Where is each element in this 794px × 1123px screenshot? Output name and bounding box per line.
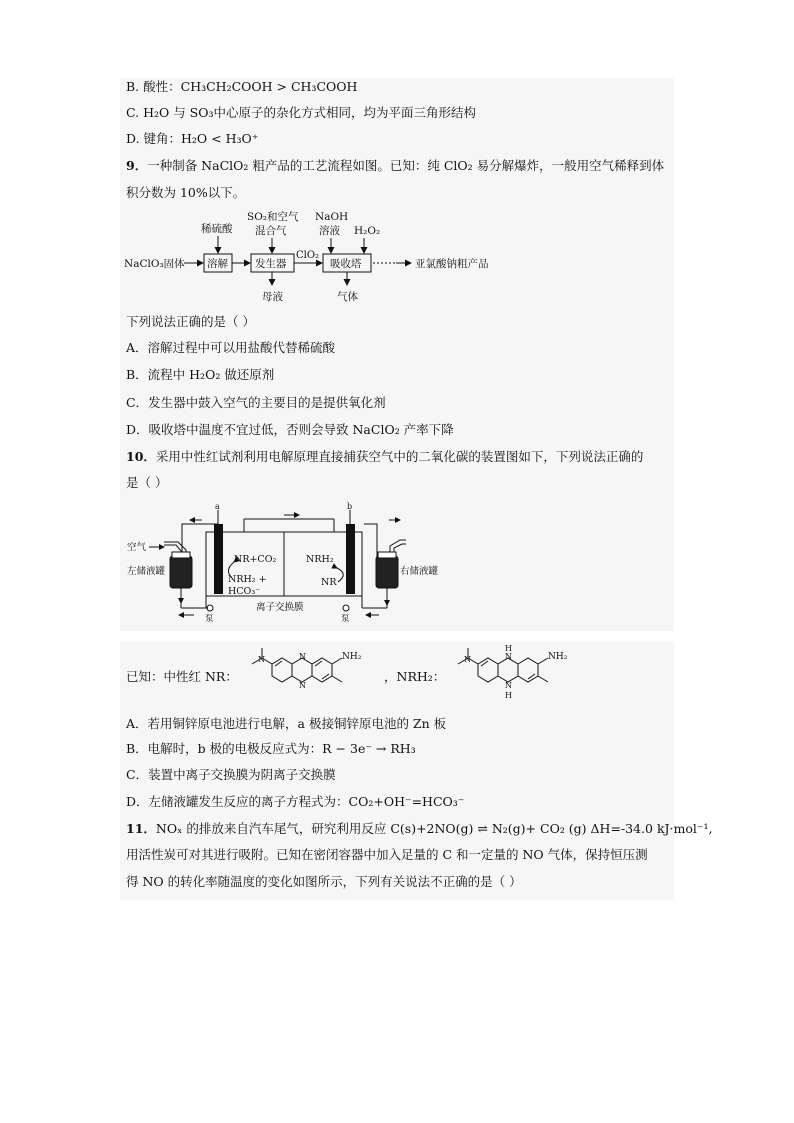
left-bot-species: HCO₃⁻ [228, 586, 261, 597]
right-pump [343, 605, 349, 611]
left-pump-label: 泵 [205, 614, 214, 624]
q9-stem-text-1: 一种制备 NaClO₂ 粗产品的工艺流程如图。已知：纯 ClO₂ 易分解爆炸，一般用空气稀释到体 [147, 158, 665, 173]
nrh2-n-top: N [505, 652, 512, 661]
electrode-a-label: a [215, 502, 220, 511]
flow-top-naoh-1: NaOH [315, 211, 349, 223]
nr-n-top: N [299, 652, 306, 661]
q9-stem-line2: 积分数为 10%以下。 [126, 185, 246, 200]
q9-stem-line1 [126, 157, 664, 175]
nr-n-bottom: N [299, 681, 306, 690]
electrode-b [346, 524, 355, 594]
flow-output-label: 亚氯酸钠粗产品 [415, 258, 489, 270]
q9-option-b: B．流程中 H₂O₂ 做还原剂 [126, 367, 275, 382]
left-top-species: NR+CO₂ [234, 554, 277, 565]
q11-stem-text-1: NOₓ 的排放来自汽车尾气，研究利用反应 C(s)+2NO(g) ⇌ N₂(g)+ CO₂ (g) ΔH=-34.0 kJ·mol⁻¹, [155, 821, 713, 836]
flow-top-sulfuric: 稀硫酸 [201, 223, 233, 235]
q11-stem-line1 [126, 820, 712, 838]
nrh2-n-bottom: N [505, 681, 512, 690]
q10-number: 10． [126, 449, 156, 464]
q10-option-a: A．若用铜锌原电池进行电解，a 极接铜锌原电池的 Zn 板 [126, 716, 447, 731]
q8-option-b: B. 酸性：CH₃CH₂COOH > CH₃COOH [126, 79, 358, 94]
neutral-red-structure [240, 642, 380, 700]
flow-bottom-gas: 气体 [337, 291, 358, 303]
flow-top-h2o2: H₂O₂ [354, 225, 381, 237]
q11-stem-line2: 用活性炭可对其进行吸附。已知在密闭容器中加入足量的 C 和一定量的 NO 气体，保持恒压测 [126, 847, 648, 862]
right-tank-label: 右储液罐 [400, 566, 439, 577]
q8-option-d: D. 键角：H₂O < H₃O⁺ [126, 131, 259, 146]
flow-box-generator-label: 发生器 [255, 258, 287, 270]
q10-stem-text-1: 采用中性红试剂利用电解原理直接捕获空气中的二氧化碳的装置图如下，下列说法正确的 [155, 449, 644, 464]
q11-number: 11． [126, 821, 156, 836]
q10-stem-line1 [126, 448, 643, 466]
nr-n-amine: N [258, 655, 265, 664]
flow-bottom-mother-liquor: 母液 [262, 291, 283, 303]
flow-top-so2-2: 混合气 [255, 225, 287, 237]
nrh2-h-top: H [505, 644, 512, 653]
q10-stem-line2: 是（ ） [126, 475, 168, 490]
right-pump-label: 泵 [341, 614, 350, 624]
q9-option-c: C．发生器中鼓入空气的主要目的是提供氧化剂 [126, 395, 386, 410]
left-tank-label: 左储液罐 [127, 566, 166, 577]
flow-input-label: NaClO₃固体 [124, 258, 185, 270]
nrh2-nh2: NH₂ [548, 652, 568, 662]
electrode-b-label: b [347, 502, 353, 511]
flow-box-absorber-label: 吸收塔 [330, 258, 362, 270]
q10-known-sep: ，NRH₂： [384, 669, 446, 684]
left-mid-species: NRH₂ + [228, 574, 267, 585]
nr-nh2: NH₂ [342, 652, 362, 662]
membrane-label: 离子交换膜 [256, 602, 304, 613]
flow-clo2-label: ClO₂ [296, 250, 320, 261]
left-tank [170, 556, 192, 588]
right-bot-species: NR [321, 577, 337, 588]
q9-option-d: D．吸收塔中温度不宜过低，否则会导致 NaClO₂ 产率下降 [126, 422, 454, 437]
flow-top-naoh-2: 溶液 [319, 225, 340, 237]
q10-option-d: D．左储液罐发生反应的离子方程式为：CO₂+OH⁻=HCO₃⁻ [126, 794, 465, 809]
q10-option-c: C．装置中离子交换膜为阴离子交换膜 [126, 767, 336, 782]
right-top-species: NRH₂ [306, 554, 334, 565]
q9-number: 9． [126, 158, 148, 173]
q9-flow-diagram [124, 208, 524, 308]
air-label: 空气 [127, 542, 147, 553]
q9-question: 下列说法正确的是（ ） [126, 314, 255, 329]
q11-stem-line3: 得 NO 的转化率随温度的变化如图所示，下列有关说法不正确的是（ ） [126, 874, 522, 889]
flow-box-dissolve-label: 溶解 [207, 258, 228, 270]
q8-option-c: C. H₂O 与 SO₃中心原子的杂化方式相同，均为平面三角形结构 [126, 105, 476, 120]
q10-option-b: B．电解时，b 极的电极反应式为：R − 3e⁻ → RH₃ [126, 741, 416, 756]
right-tank [376, 556, 398, 588]
q10-known-prefix: 已知：中性红 NR： [126, 669, 238, 684]
flow-top-so2-1: SO₂和空气 [247, 211, 299, 223]
electrode-a [214, 524, 223, 594]
nrh2-structure [446, 642, 596, 704]
nrh2-n-amine: N [464, 655, 471, 664]
q9-option-a: A．溶解过程中可以用盐酸代替稀硫酸 [126, 340, 336, 355]
q10-electrolysis-apparatus [124, 500, 439, 625]
nrh2-h-bottom: H [505, 691, 512, 700]
